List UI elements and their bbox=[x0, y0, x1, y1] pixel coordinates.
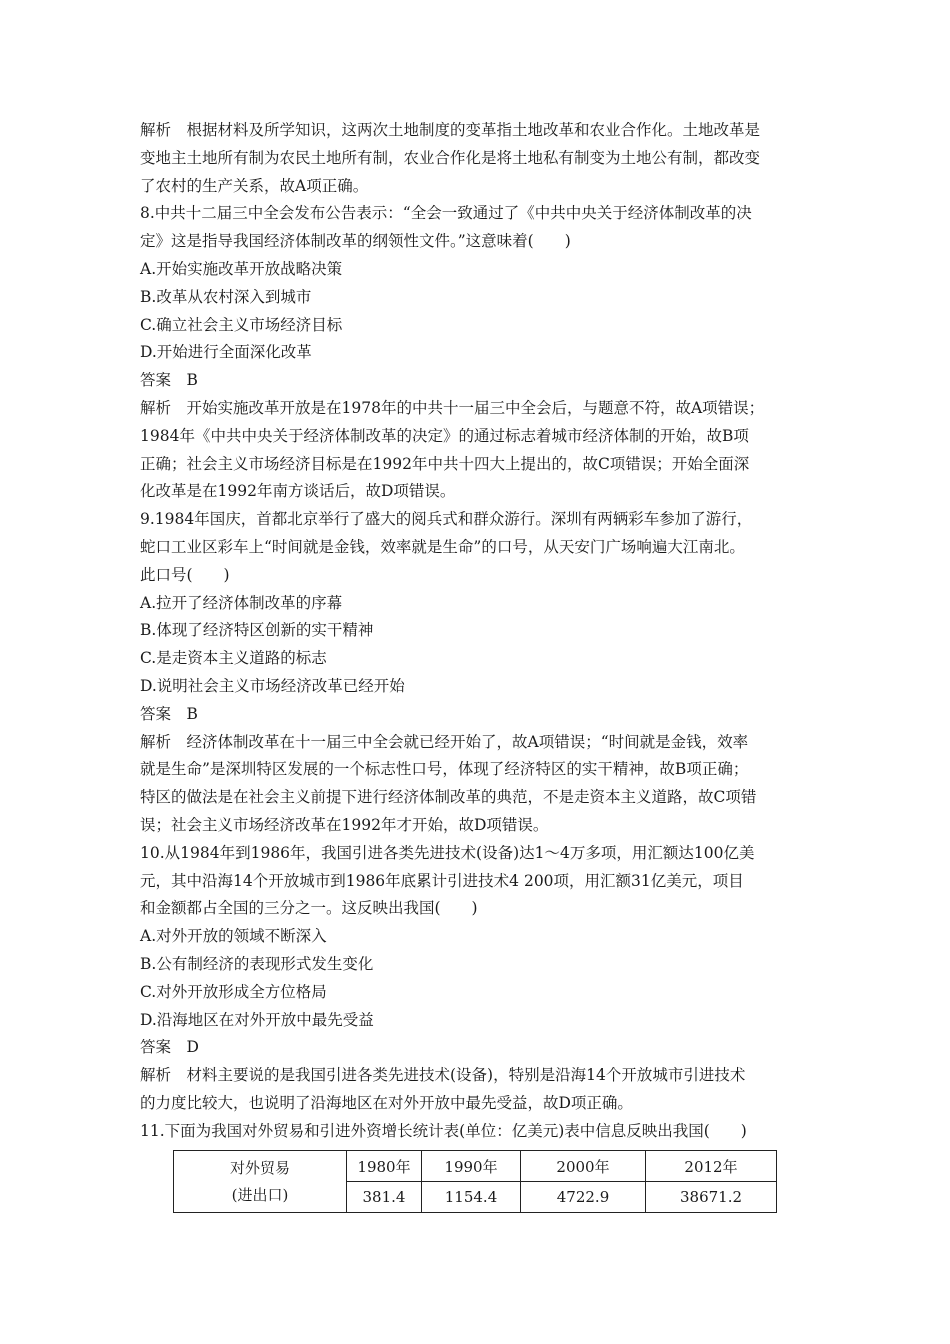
question-9-analysis: 就是生命”是深圳特区发展的一个标志性口号，体现了经济特区的实干精神，故B项正确； bbox=[140, 760, 749, 779]
question-9-stem: 此口号( ) bbox=[140, 565, 230, 584]
question-11-stem: 11.下面为我国对外贸易和引进外资增长统计表(单位：亿美元)表中信息反映出我国( ) bbox=[140, 1121, 747, 1140]
question-8-option-a: A.开始实施改革开放战略决策 bbox=[140, 259, 343, 278]
value-cell: 38671.2 bbox=[646, 1182, 777, 1213]
question-8-analysis: 化改革是在1992年南方谈话后，故D项错误。 bbox=[140, 482, 456, 501]
text-line: 变地主土地所有制为农民土地所有制，农业合作化是将土地私有制变为土地公有制，都改变 bbox=[140, 148, 761, 167]
question-10-analysis: 的力度比较大，也说明了沿海地区在对外开放中最先受益，故D项正确。 bbox=[140, 1093, 633, 1112]
question-10-answer: 答案 D bbox=[140, 1038, 199, 1057]
document-text bbox=[140, 117, 820, 1145]
question-9-stem: 9.1984年国庆，首都北京举行了盛大的阅兵式和群众游行。深圳有两辆彩车参加了游行， bbox=[140, 510, 753, 529]
year-header-cell: 2000年 bbox=[521, 1151, 646, 1182]
question-8-answer: 答案 B bbox=[140, 371, 198, 390]
question-9-option-c: C.是走资本主义道路的标志 bbox=[140, 649, 327, 668]
question-10-stem: 元，其中沿海14个开放城市到1986年底累计引进技术4 200项，用汇额31亿美元，项目 bbox=[140, 871, 744, 890]
question-9-option-a: A.拉开了经济体制改革的序幕 bbox=[140, 593, 343, 612]
value-cell: 4722.9 bbox=[521, 1182, 646, 1213]
row-header-line: 对外贸易 bbox=[229, 1158, 290, 1177]
question-8-stem: 8.中共十二届三中全会发布公告表示：“全会一致通过了《中共中央关于经济体制改革的决 bbox=[140, 204, 752, 223]
question-10-analysis: 解析 材料主要说的是我国引进各类先进技术(设备)，特别是沿海14个开放城市引进技术 bbox=[140, 1066, 746, 1085]
question-10-option-c: C.对外开放形成全方位格局 bbox=[140, 982, 327, 1001]
table-row bbox=[174, 1151, 777, 1182]
value-cell: 1154.4 bbox=[422, 1182, 521, 1213]
year-header-cell: 1980年 bbox=[347, 1151, 422, 1182]
question-9-analysis: 特区的做法是在社会主义前提下进行经济体制改革的典范，不是走资本主义道路，故C项错 bbox=[140, 788, 757, 807]
question-8-option-c: C.确立社会主义市场经济目标 bbox=[140, 315, 343, 334]
question-9-analysis: 误；社会主义市场经济改革在1992年才开始，故D项错误。 bbox=[140, 815, 549, 834]
question-8-analysis: 正确；社会主义市场经济目标是在1992年中共十四大上提出的，故C项错误；开始全面深 bbox=[140, 454, 750, 473]
question-10-option-d: D.沿海地区在对外开放中最先受益 bbox=[140, 1010, 374, 1029]
question-10-stem: 10.从1984年到1986年，我国引进各类先进技术(设备)达1～4万多项，用汇额达100亿美 bbox=[140, 843, 755, 862]
question-8-analysis: 1984年《中共中央关于经济体制改革的决定》的通过标志着城市经济体制的开始，故B项 bbox=[140, 426, 749, 445]
trade-table-wrapper bbox=[173, 1150, 777, 1213]
question-8-stem: 定》这是指导我国经济体制改革的纲领性文件。”这意味着( ) bbox=[140, 232, 571, 251]
question-10-option-b: B.公有制经济的表现形式发生变化 bbox=[140, 954, 374, 973]
question-9-option-d: D.说明社会主义市场经济改革已经开始 bbox=[140, 676, 405, 695]
question-10-option-a: A.对外开放的领域不断深入 bbox=[140, 927, 327, 946]
year-header-cell: 1990年 bbox=[422, 1151, 521, 1182]
question-8-option-d: D.开始进行全面深化改革 bbox=[140, 343, 312, 362]
question-9-answer: 答案 B bbox=[140, 704, 198, 723]
trade-statistics-table bbox=[173, 1150, 777, 1213]
value-cell: 381.4 bbox=[347, 1182, 422, 1213]
text-line: 解析 根据材料及所学知识，这两次土地制度的变革指土地改革和农业合作化。土地改革是 bbox=[140, 121, 761, 139]
question-8-analysis: 解析 开始实施改革开放是在1978年的中共十一届三中全会后，与题意不符，故A项错误； bbox=[140, 398, 765, 417]
question-9-stem: 蛇口工业区彩车上“时间就是金钱，效率就是生命”的口号，从天安门广场响遍大江南北。 bbox=[140, 537, 745, 556]
text-line: 了农村的生产关系，故A项正确。 bbox=[140, 176, 369, 195]
question-9-analysis: 解析 经济体制改革在十一届三中全会就已经开始了，故A项错误；“时间就是金钱，效率 bbox=[140, 732, 749, 751]
question-9-option-b: B.体现了经济特区创新的实干精神 bbox=[140, 621, 374, 640]
row-header-line: (进出口) bbox=[231, 1185, 289, 1204]
year-header-cell: 2012年 bbox=[646, 1151, 777, 1182]
table-row-header bbox=[174, 1151, 347, 1213]
question-8-option-b: B.改革从农村深入到城市 bbox=[140, 287, 312, 306]
question-10-stem: 和金额都占全国的三分之一。这反映出我国( ) bbox=[140, 899, 478, 918]
